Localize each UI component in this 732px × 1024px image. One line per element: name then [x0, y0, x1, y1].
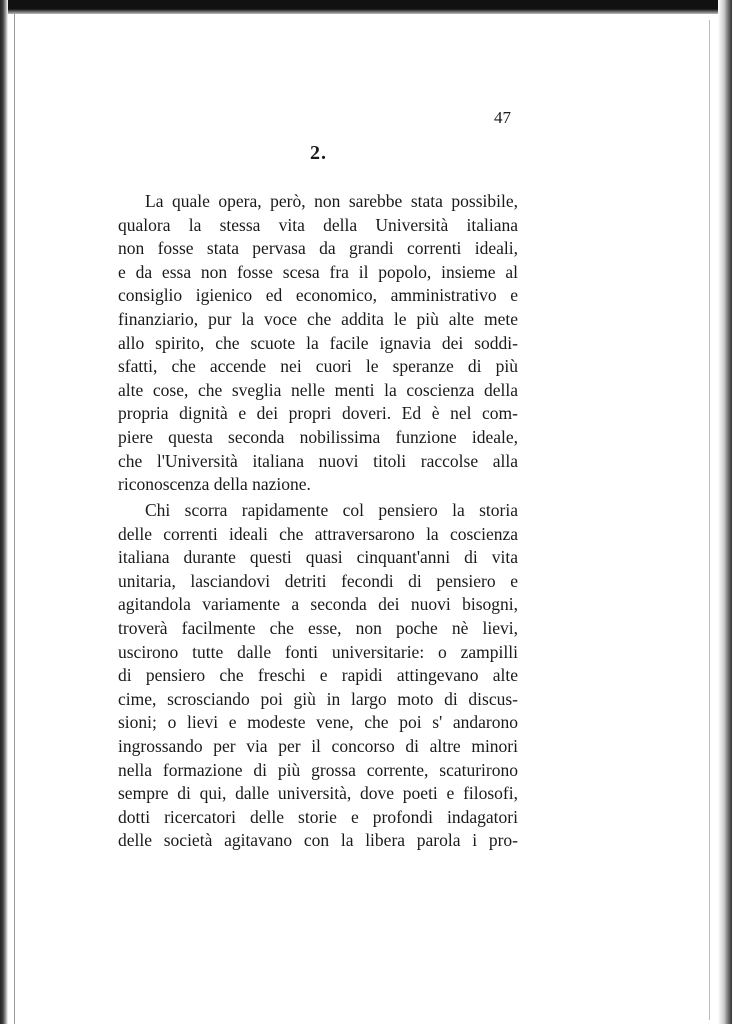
text-line: di pensiero che freschi e rapidi attingevano alte: [118, 665, 518, 686]
text-line: italiana durante questi quasi cinquant'anni di vita: [118, 547, 518, 568]
text-line: ingrossando per via per il concorso di altre minori: [118, 736, 518, 757]
scan-right-border: [718, 0, 732, 1024]
text-line: non fosse stata pervasa da grandi correnti ideali,: [118, 238, 518, 259]
text-line: qualora la stessa vita della Università italiana: [118, 214, 518, 235]
text-line: unitaria, lasciandovi detriti fecondi di pensiero e: [118, 570, 518, 591]
text-line: delle correnti ideali che attraversarono la coscienza: [118, 523, 518, 544]
text-line: cime, scrosciando poi giù in largo moto di discus-: [118, 688, 518, 709]
scan-left-edge-line: [14, 14, 15, 1024]
paragraph-1: [118, 190, 518, 497]
text-line: sempre di qui, dalle università, dove poeti e filosofi,: [118, 783, 518, 804]
text-line: allo spirito, che scuote la facile ignavia dei soddi-: [118, 332, 518, 353]
text-line: finanziario, pur la voce che addita le più alte mete: [118, 308, 518, 329]
text-line: che l'Università italiana nuovi titoli raccolse alla: [118, 450, 518, 471]
text-line: dotti ricercatori delle storie e profondi indagatori: [118, 806, 518, 827]
text-line: Chi scorra rapidamente col pensiero la storia: [145, 500, 518, 521]
text-line: riconoscenza della nazione.: [118, 474, 311, 495]
page-number: 47: [494, 108, 511, 127]
text-line: agitandola variamente a seconda dei nuovi bisogni,: [118, 594, 518, 615]
text-line: troverà facilmente che esse, non poche nè lievi,: [118, 618, 518, 639]
text-line: sioni; o lievi e modeste vene, che poi s' andarono: [118, 712, 518, 733]
section-heading: 2.: [310, 142, 327, 164]
text-line: La quale opera, però, non sarebbe stata possibile,: [145, 191, 518, 211]
text-line: sfatti, che accende nei cuori le speranze di più: [118, 356, 518, 377]
paragraph-2: [118, 499, 518, 853]
text-line: consiglio igienico ed economico, amministrativo e: [118, 285, 518, 306]
text-line: nella formazione di più grossa corrente, scaturirono: [118, 759, 518, 780]
text-line: alte cose, che sveglia nelle menti la coscienza della: [118, 379, 518, 400]
text-line: uscirono tutte dalle fonti universitarie: o zampilli: [118, 641, 518, 662]
scan-right-edge-line: [709, 20, 710, 1020]
body-text: [118, 190, 518, 853]
scan-left-border: [0, 0, 8, 1024]
text-line: propria dignità e dei propri doveri. Ed è nel com-: [118, 403, 518, 424]
text-line: piere questa seconda nobilissima funzione ideale,: [118, 426, 518, 447]
scan-top-border: [0, 0, 732, 14]
text-line: e da essa non fosse scesa fra il popolo, insieme al: [118, 261, 518, 282]
text-line: delle società agitavano con la libera parola i pro-: [118, 830, 518, 851]
